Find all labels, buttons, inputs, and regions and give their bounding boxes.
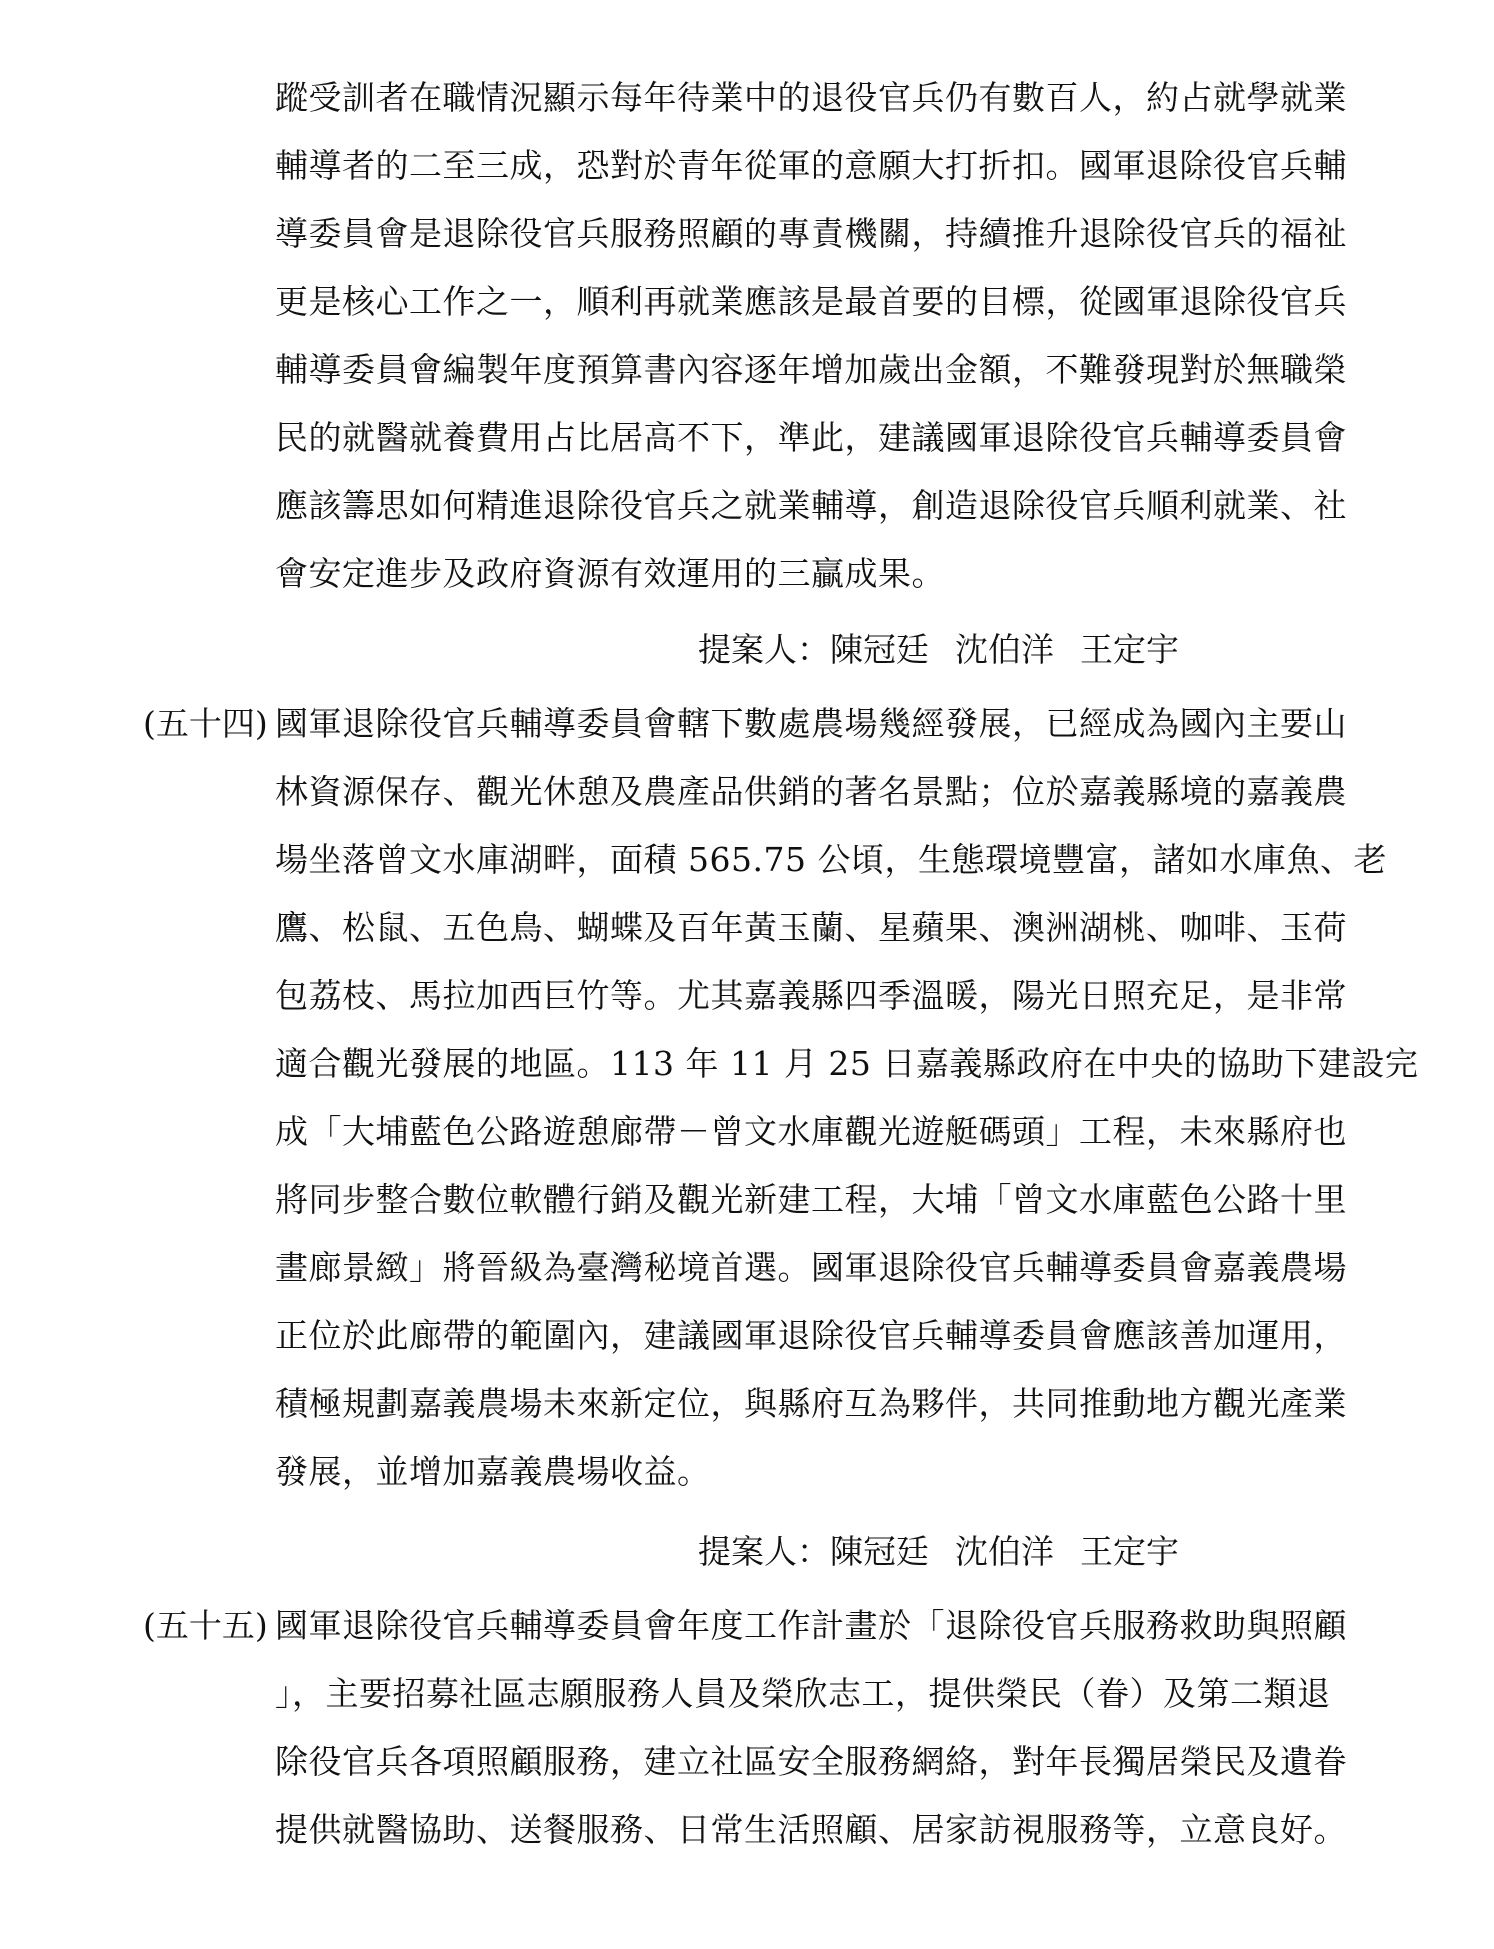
section-54-line-6: 適合觀光發展的地區。113 年 11 月 25 日嘉義縣政府在中央的協助下建設完	[275, 1044, 1419, 1083]
section-54-line-4: 鷹、松鼠、五色鳥、蝴蝶及百年黃玉蘭、星蘋果、澳洲湖桃、咖啡、玉荷	[275, 908, 1347, 947]
proposer-label: 提案人：陳冠廷	[698, 630, 929, 669]
section-55-line-3: 除役官兵各項照顧服務，建立社區安全服務網絡，對年長獨居榮民及遺眷	[275, 1742, 1347, 1781]
section-55-line-1: 國軍退除役官兵輔導委員會年度工作計畫於「退除役官兵服務救助與照顧	[275, 1606, 1347, 1645]
proposer-name: 沈伯洋	[955, 630, 1054, 669]
section-55-number: (五十五)	[143, 1606, 268, 1645]
section-53-line-8: 會安定進步及政府資源有效運用的三贏成果。	[275, 554, 945, 593]
section-53-proposers	[698, 628, 1179, 672]
proposer-label: 提案人：陳冠廷	[698, 1532, 929, 1571]
section-54-line-5: 包荔枝、馬拉加西巨竹等。尤其嘉義縣四季溫暖，陽光日照充足，是非常	[275, 976, 1347, 1015]
section-54-line-10: 正位於此廊帶的範圍內，建議國軍退除役官兵輔導委員會應該善加運用，	[275, 1316, 1347, 1355]
section-54-line-8: 將同步整合數位軟體行銷及觀光新建工程，大埔「曾文水庫藍色公路十里	[275, 1180, 1347, 1219]
section-54-line-11: 積極規劃嘉義農場未來新定位，與縣府互為夥伴，共同推動地方觀光產業	[275, 1384, 1347, 1423]
proposer-name: 王定宇	[1080, 630, 1179, 669]
section-54-number: (五十四)	[143, 704, 268, 743]
section-53-line-1: 蹤受訓者在職情況顯示每年待業中的退役官兵仍有數百人，約占就學就業	[275, 78, 1347, 117]
section-54-line-12: 發展，並增加嘉義農場收益。	[275, 1452, 711, 1491]
section-55-line-4: 提供就醫協助、送餐服務、日常生活照顧、居家訪視服務等，立意良好。	[275, 1810, 1347, 1849]
section-53-line-6: 民的就醫就養費用占比居高不下，準此，建議國軍退除役官兵輔導委員會	[275, 418, 1347, 457]
section-55-line-2: 」，主要招募社區志願服務人員及榮欣志工，提供榮民（眷）及第二類退	[275, 1674, 1331, 1713]
section-54-line-3: 場坐落曾文水庫湖畔，面積 565.75 公頃，生態環境豐富，諸如水庫魚、老	[275, 840, 1387, 879]
section-54-line-9: 畫廊景緻」將晉級為臺灣秘境首選。國軍退除役官兵輔導委員會嘉義農場	[275, 1248, 1347, 1287]
section-53-line-4: 更是核心工作之一，順利再就業應該是最首要的目標，從國軍退除役官兵	[275, 282, 1347, 321]
section-53-line-5: 輔導委員會編製年度預算書內容逐年增加歲出金額，不難發現對於無職榮	[275, 350, 1347, 389]
section-54-line-2: 林資源保存、觀光休憩及農產品供銷的著名景點；位於嘉義縣境的嘉義農	[275, 772, 1347, 811]
proposer-name: 王定宇	[1080, 1532, 1179, 1571]
section-54-proposers	[698, 1530, 1179, 1574]
section-54-line-7: 成「大埔藍色公路遊憩廊帶－曾文水庫觀光遊艇碼頭」工程，未來縣府也	[275, 1112, 1347, 1151]
proposer-name: 沈伯洋	[955, 1532, 1054, 1571]
section-53-line-2: 輔導者的二至三成，恐對於青年從軍的意願大打折扣。國軍退除役官兵輔	[275, 146, 1347, 185]
section-54-line-1: 國軍退除役官兵輔導委員會轄下數處農場幾經發展，已經成為國內主要山	[275, 704, 1347, 743]
section-53-line-7: 應該籌思如何精進退除役官兵之就業輔導，創造退除役官兵順利就業、社	[275, 486, 1347, 525]
section-53-line-3: 導委員會是退除役官兵服務照顧的專責機關，持續推升退除役官兵的福祉	[275, 214, 1347, 253]
